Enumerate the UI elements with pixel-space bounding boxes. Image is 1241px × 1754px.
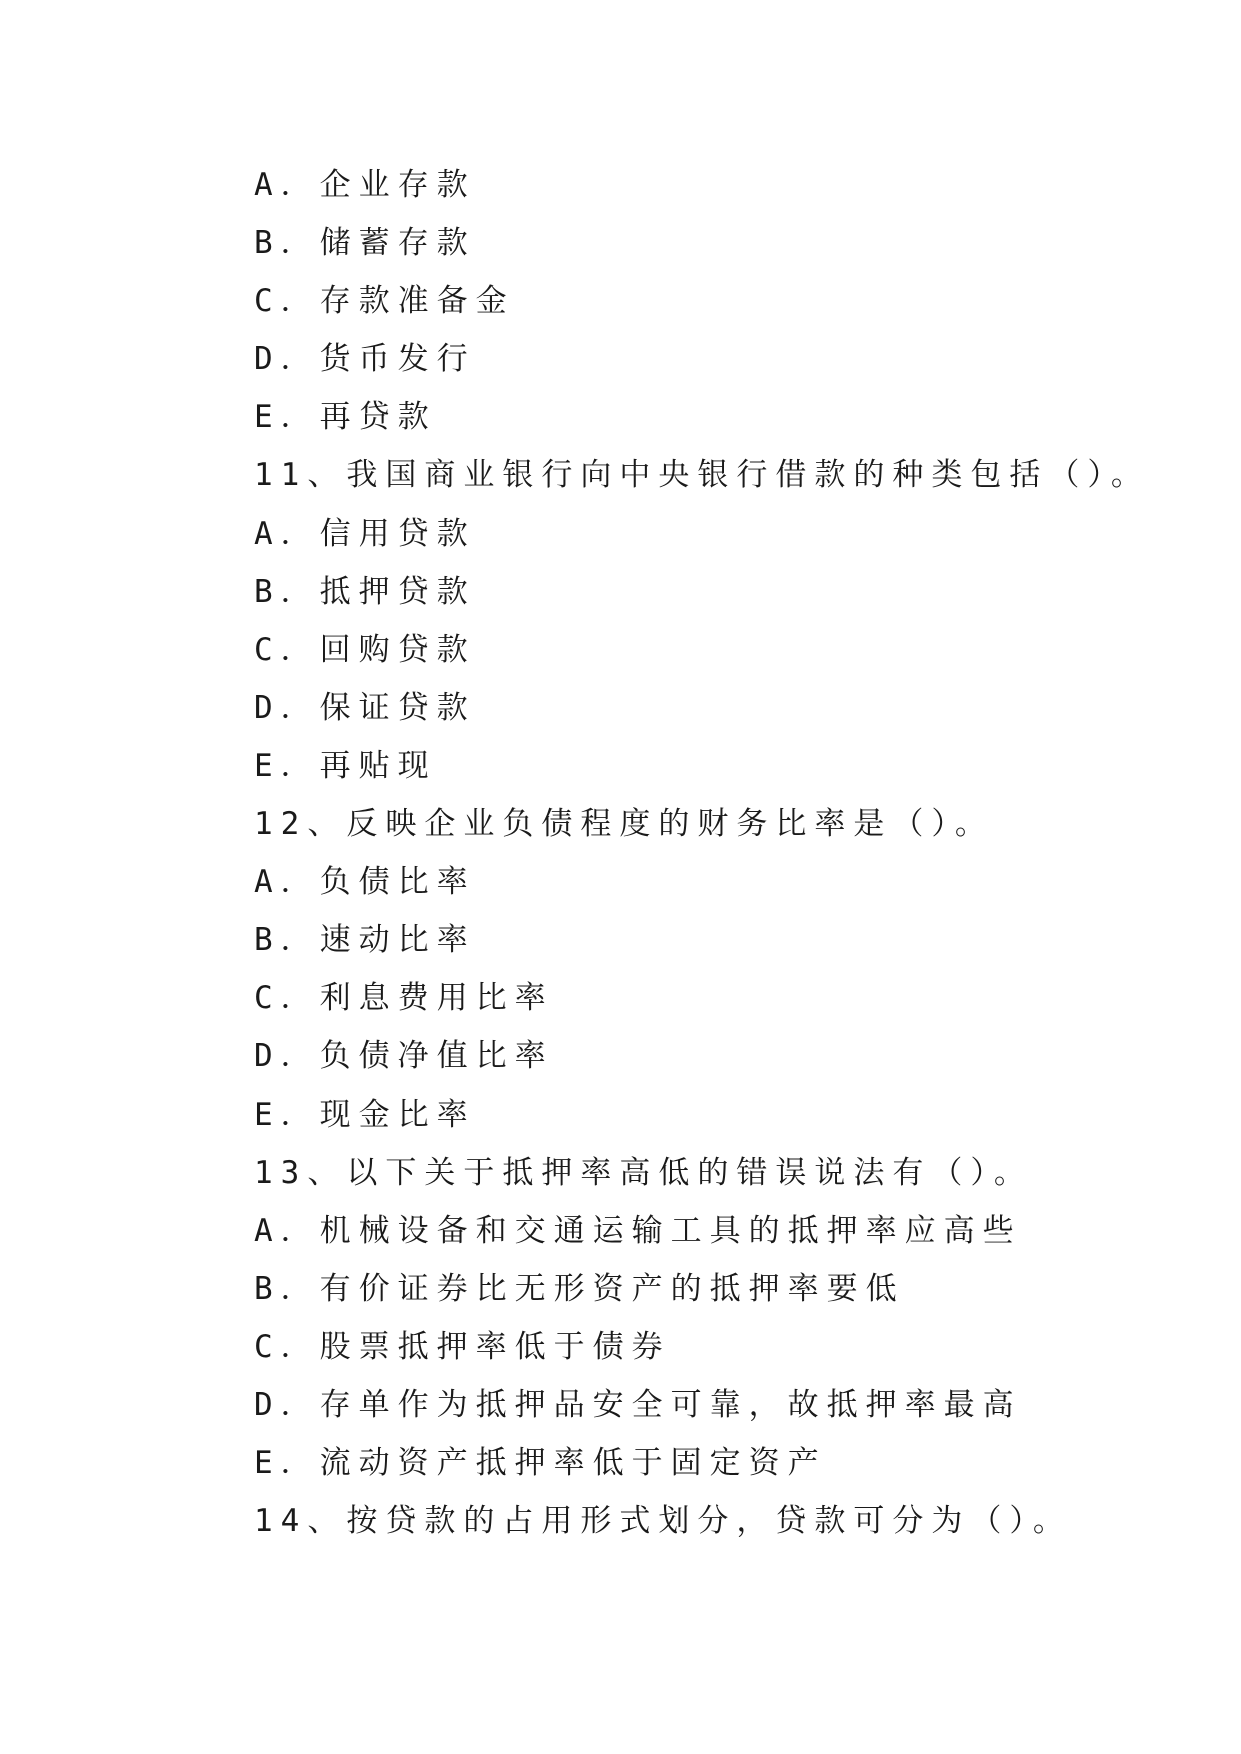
question-13: 13、以下关于抵押率高低的错误说法有（）。 [254, 1154, 1033, 1191]
option-a-line: A．企业存款 [254, 167, 476, 203]
option-e-line: E．流动资产抵押率低于固定资产 [254, 1445, 827, 1482]
question-14: 14、按贷款的占用形式划分，贷款可分为（）。 [254, 1503, 1072, 1540]
option-d-line: D．货币发行 [254, 341, 476, 378]
option-d-line: D．存单作为抵押品安全可靠，故抵押率最高 [254, 1386, 1022, 1423]
option-c-line: C．回购贷款 [254, 631, 476, 668]
option-b-line: B．抵押贷款 [254, 573, 476, 610]
option-d-line: D．保证贷款 [254, 689, 476, 726]
option-e-line: E．再贴现 [254, 747, 437, 784]
question-list [254, 156, 1154, 1550]
option-a-line: A．信用贷款 [254, 515, 476, 552]
question-11: 11、我国商业银行向中央银行借款的种类包括（）。 [254, 457, 1150, 494]
option-c-line: C．利息费用比率 [254, 980, 554, 1017]
option-e-line: E．现金比率 [254, 1096, 476, 1133]
option-a-line: A．机械设备和交通运输工具的抵押率应高些 [254, 1212, 1022, 1249]
option-e-line: E．再贷款 [254, 399, 437, 436]
option-c-line: C．存款准备金 [254, 283, 515, 320]
option-a-line: A．负债比率 [254, 864, 476, 901]
question-12: 12、反映企业负债程度的财务比率是（）。 [254, 806, 994, 843]
option-c-line: C．股票抵押率低于债券 [254, 1328, 671, 1365]
option-b-line: B．储蓄存款 [254, 225, 476, 262]
option-b-line: B．有价证券比无形资产的抵押率要低 [254, 1270, 905, 1307]
option-b-line: B．速动比率 [254, 922, 476, 959]
option-d-line: D．负债净值比率 [254, 1038, 554, 1075]
